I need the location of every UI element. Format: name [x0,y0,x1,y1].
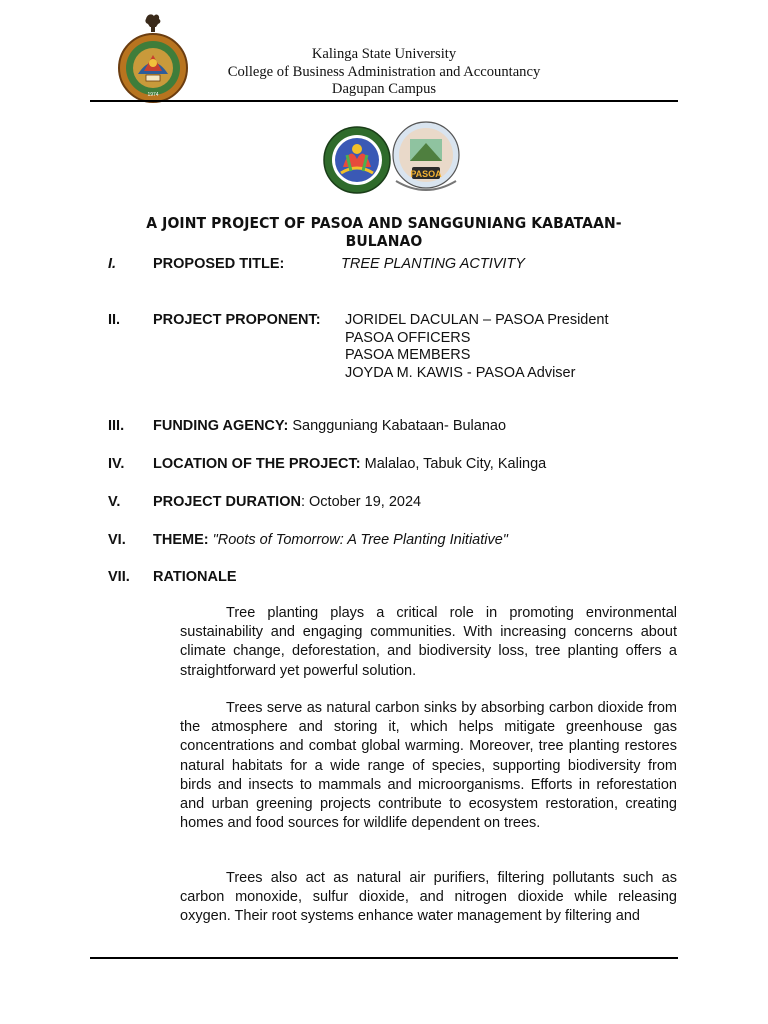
campus-name: Dagupan Campus [331,81,437,97]
header-divider [90,100,678,102]
rationale-heading: RATIONALE [153,569,237,585]
section-number: III. [108,418,125,434]
pasoa-logo-icon [388,119,464,197]
location-value: Malalao, Tabuk City, Kalinga [364,456,547,472]
proposed-title-label: PROPOSED TITLE: [153,256,285,272]
joint-project-title: A JOINT PROJECT OF PASOA AND SANGGUNIANG KABATAAN-BULANAO [146,214,622,250]
funding-agency-label: FUNDING AGENCY: [153,418,289,434]
section-number: I. [108,256,117,272]
svg-text:1974: 1974 [147,92,159,98]
section-number: VI. [108,532,126,548]
section-number: VII. [108,569,130,585]
section-number: IV. [108,456,125,472]
project-duration-separator: : [300,494,305,510]
svg-text:PASOA: PASOA [410,169,442,179]
proposed-title-value: TREE PLANTING ACTIVITY [341,256,525,272]
rationale-paragraph: Trees serve as natural carbon sinks by absorbing carbon dioxide from the atmosphere and storing it, which helps mitigate greenhouse gas concentrations and combat global warming. Moreover, tree planting restores natural habitats for a wide range of species, supporting biodiversity from birds and insects to mammals and microorganisms. Efforts in reforestation and urban greening projects contribute to ecosystem restoration, creating homes and food sources for wildlife dependent on trees. [180,700,677,832]
proponent-item: JORIDEL DACULAN – PASOA President [345,312,609,328]
sangguniang-kabataan-bulanao-logo-icon [323,125,391,195]
footer-divider [90,957,678,959]
section-number: II. [108,312,121,328]
section-number: V. [108,494,121,510]
theme-label: THEME: [153,532,209,548]
proponent-item: JOYDA M. KAWIS - PASOA Adviser [345,365,576,382]
proponent-list [345,312,609,383]
location-label: LOCATION OF THE PROJECT: [153,456,361,472]
institution-header [180,46,588,99]
funding-agency-row [153,418,506,434]
university-name: Kalinga State University [311,46,457,62]
project-duration-label: PROJECT DURATION [153,494,301,510]
kalinga-state-university-seal-icon [116,11,190,103]
theme-value: "Roots of Tomorrow: A Tree Planting Initiative" [212,532,508,548]
location-row [153,456,546,472]
proponent-item: PASOA OFFICERS [345,329,471,346]
college-name: College of Business Administration and Accountancy [227,63,541,80]
rationale-paragraph: Tree planting plays a critical role in promoting environmental sustainability and engaging communities. With increasing concerns about climate change, deforestation, and biodiversity loss, tree planting offers a straightforward yet powerful solution. [180,605,677,679]
project-proponent-label: PROJECT PROPONENT: [153,312,321,328]
project-duration-value: October 19, 2024 [309,494,422,510]
proponent-item: PASOA MEMBERS [345,347,471,364]
rationale-paragraph: Trees also act as natural air purifiers, filtering pollutants such as carbon monoxide, sulfur dioxide, and nitrogen dioxide while releasing oxygen. Their root systems enhance water management by filtering and [180,870,677,925]
theme-row [153,532,508,548]
funding-agency-value: Sangguniang Kabataan- Bulanao [292,418,507,434]
project-duration-row [153,494,421,510]
